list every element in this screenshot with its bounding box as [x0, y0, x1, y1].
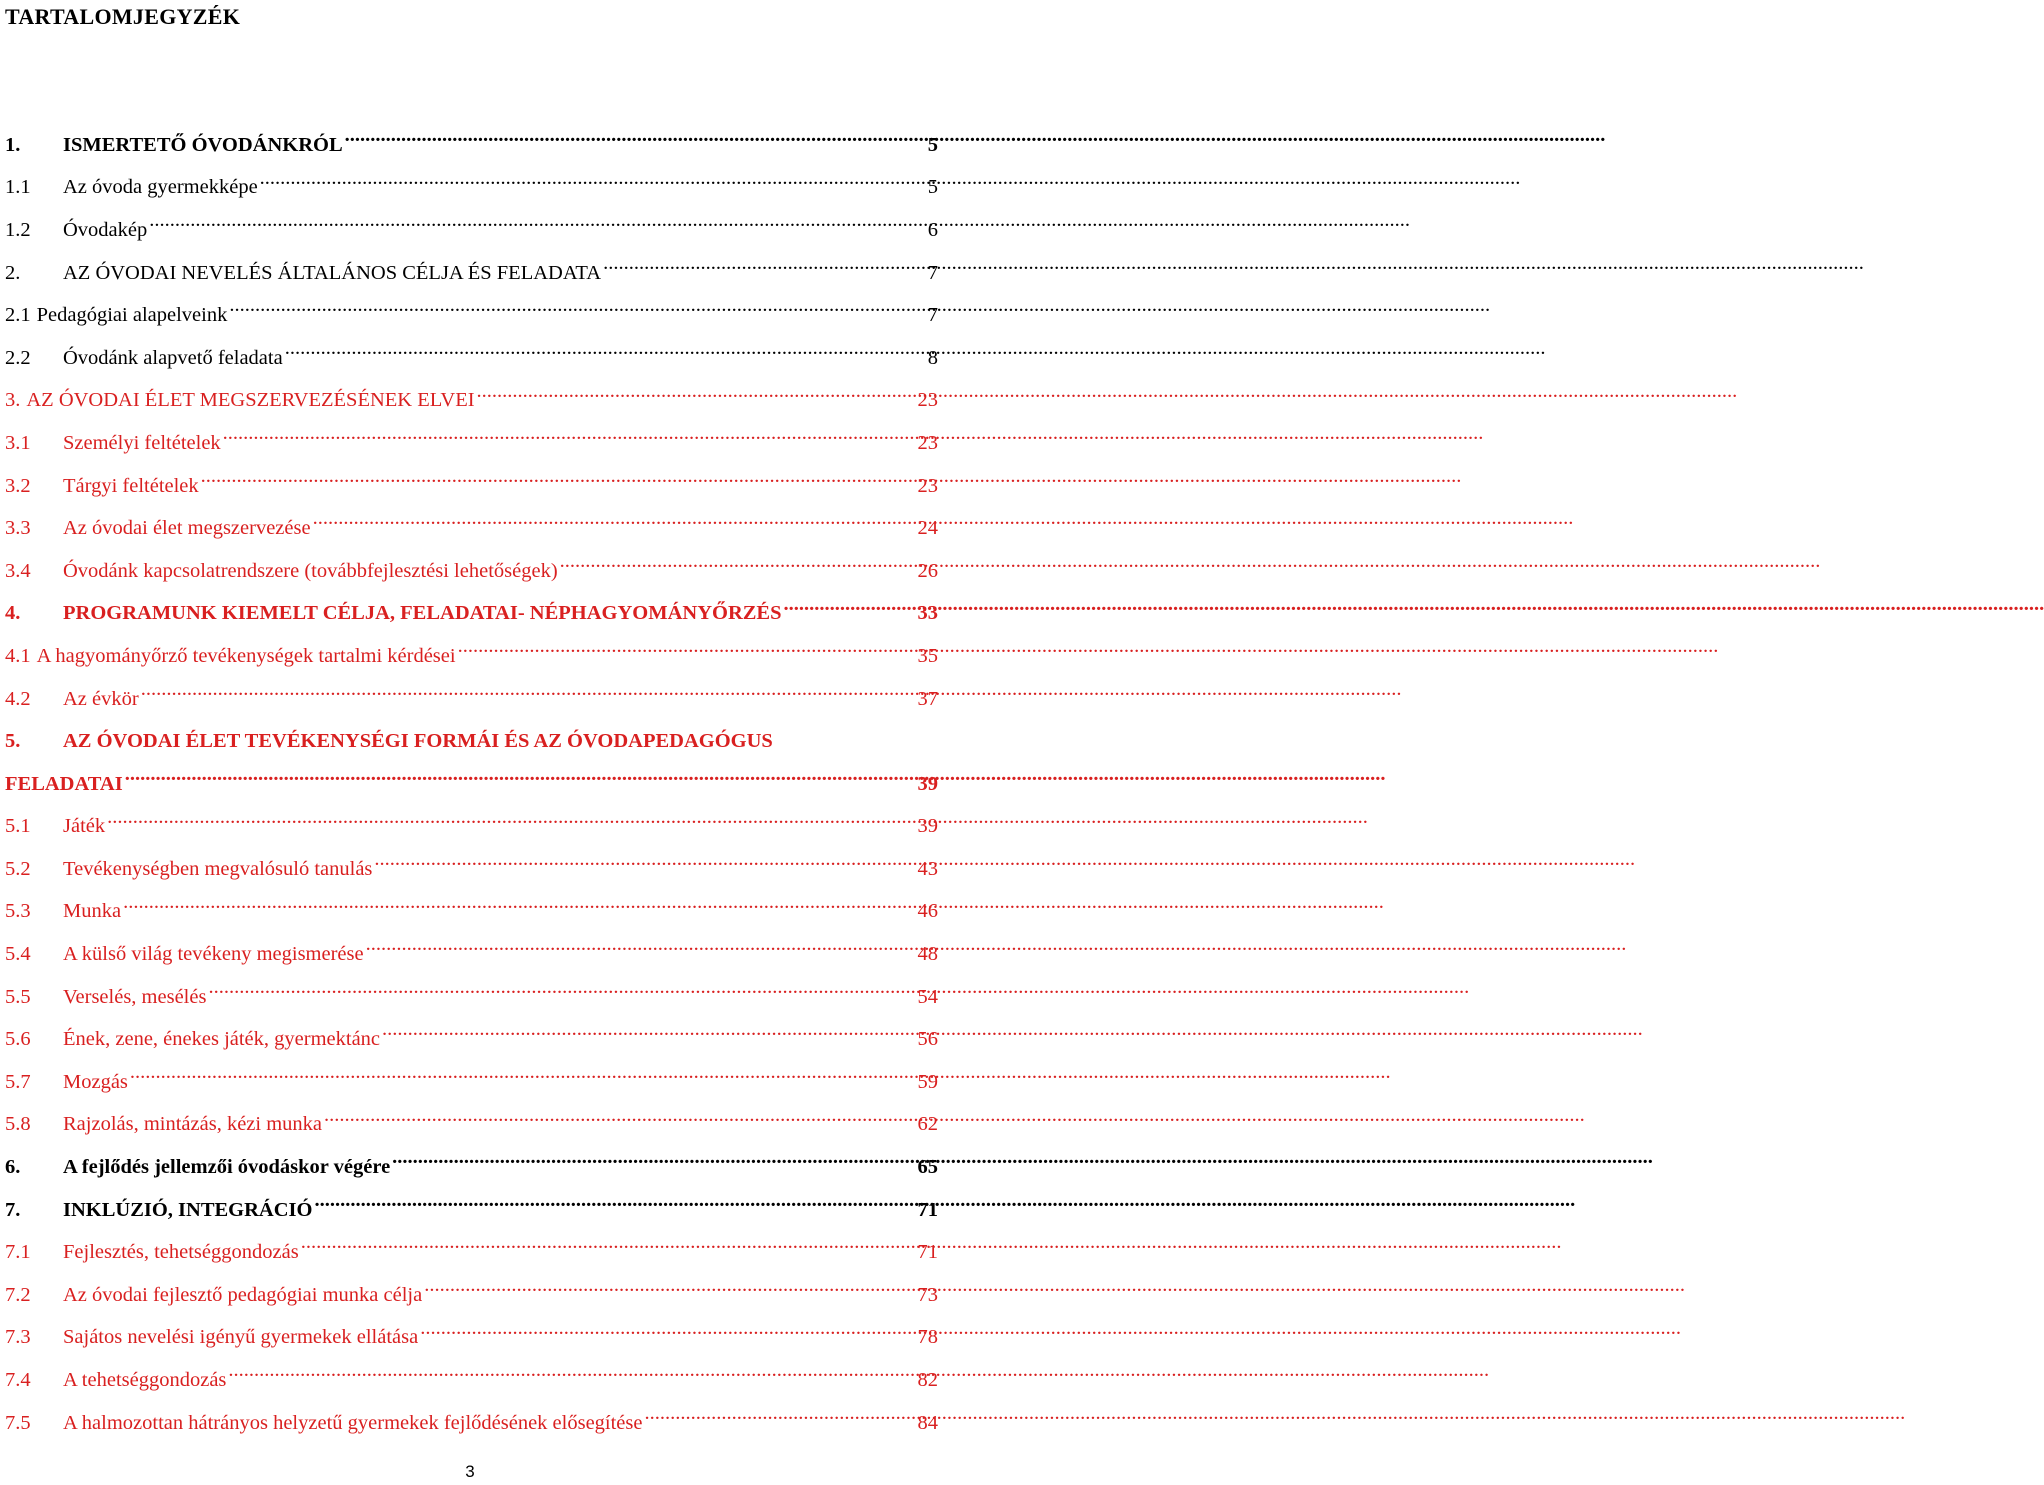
- toc-entry-title: INKLÚZIÓ, INTEGRÁCIÓ: [63, 1198, 313, 1221]
- toc-entry-page: 7: [927, 304, 938, 327]
- toc-entry-page: 56: [917, 1028, 938, 1051]
- toc-dot-leader: [382, 1018, 915, 1041]
- toc-entry-number: 5.6: [5, 1028, 31, 1051]
- toc-dot-leader: [458, 635, 916, 658]
- toc-dot-leader: [374, 848, 915, 871]
- toc-entry-page: 48: [917, 943, 938, 966]
- toc-dot-leader: [645, 1402, 916, 1425]
- toc-entry-page: 23: [917, 431, 938, 454]
- toc-dot-leader: [125, 763, 916, 786]
- toc-dot-leader: [130, 1061, 916, 1084]
- toc-entry-title: Verselés, mesélés: [63, 985, 207, 1008]
- toc-entry-page: 37: [917, 687, 938, 710]
- toc-entry-title: Óvodakép: [63, 218, 148, 241]
- toc-entry-page: 43: [917, 857, 938, 880]
- toc-entry-number: 7.2: [5, 1283, 31, 1306]
- toc-entry-title: FELADATAI: [5, 772, 123, 795]
- toc-entry[interactable]: [5, 593, 938, 636]
- toc-entry-number: 5.3: [5, 900, 31, 923]
- toc-entry-title: Az óvodai fejlesztő pedagógiai munka célja: [63, 1283, 423, 1306]
- toc-dot-leader: [366, 933, 916, 956]
- toc-dot-leader: [229, 294, 925, 317]
- toc-entry-page: 71: [917, 1241, 938, 1264]
- toc-entry-title: ISMERTETŐ ÓVODÁNKRÓL: [63, 133, 343, 156]
- toc-dot-leader: [149, 209, 925, 232]
- toc-entry[interactable]: [5, 976, 938, 1019]
- toc-entry[interactable]: [5, 167, 938, 210]
- toc-entry-number: 3.: [5, 389, 21, 412]
- toc-entry-page: 82: [917, 1369, 938, 1392]
- toc-entry[interactable]: [5, 1189, 938, 1232]
- toc-entry-page: 62: [917, 1113, 938, 1136]
- toc-dot-leader: [420, 1317, 915, 1340]
- toc-entry-page: 71: [917, 1198, 938, 1221]
- toc-entry-title: PROGRAMUNK KIEMELT CÉLJA, FELADATAI- NÉPHAGYOMÁNYŐRZÉS: [63, 602, 782, 625]
- toc-entry[interactable]: [5, 337, 938, 380]
- toc-dot-leader: [392, 1146, 915, 1169]
- toc-entry[interactable]: [5, 209, 938, 252]
- toc-entry-title: Pedagógiai alapelveink: [36, 304, 228, 327]
- toc-dot-leader: [345, 124, 926, 147]
- toc-entry-page: 73: [917, 1283, 938, 1306]
- toc-entry-number: 7.4: [5, 1369, 31, 1392]
- toc-entry[interactable]: [5, 1274, 938, 1317]
- toc-entry[interactable]: [5, 635, 938, 678]
- toc-entry-number: 4.2: [5, 687, 31, 710]
- toc-dot-leader: [228, 1359, 915, 1382]
- toc-entry[interactable]: [5, 1018, 938, 1061]
- toc-entry[interactable]: [5, 550, 938, 593]
- toc-entry[interactable]: [5, 1359, 938, 1402]
- toc-entry[interactable]: [5, 720, 938, 763]
- toc-entry-title: Az évkör: [63, 687, 139, 710]
- toc-entry[interactable]: [5, 891, 938, 934]
- toc-entry-number: 4.: [5, 602, 21, 625]
- toc-entry-page: 39: [917, 772, 938, 795]
- toc-entry[interactable]: [5, 933, 938, 976]
- toc-entry-title: Ének, zene, énekes játék, gyermektánc: [63, 1028, 381, 1051]
- toc-entry-number: 7.1: [5, 1241, 31, 1264]
- toc-dot-leader: [223, 422, 916, 445]
- toc-entry[interactable]: [5, 124, 938, 167]
- toc-entry-title: Mozgás: [63, 1070, 128, 1093]
- toc-entry-title: Az óvoda gyermekképe: [63, 176, 258, 199]
- toc-entry-title: A tehetséggondozás: [63, 1369, 227, 1392]
- toc-entry[interactable]: [5, 848, 938, 891]
- toc-entry-page: 7: [927, 261, 938, 284]
- toc-dot-leader: [784, 593, 916, 616]
- toc-entry-number: 2.1: [5, 304, 31, 327]
- toc-entry[interactable]: [5, 806, 938, 849]
- toc-entry-title: Sajátos nevelési igényű gyermekek ellátása: [63, 1326, 419, 1349]
- toc-entry[interactable]: [5, 1231, 938, 1274]
- toc-entry[interactable]: [5, 252, 938, 295]
- toc-dot-leader: [208, 976, 915, 999]
- toc-dot-leader: [313, 507, 916, 530]
- toc-entry-page: 59: [917, 1070, 938, 1093]
- toc-dot-leader: [314, 1189, 915, 1212]
- toc-entry-number: 3.4: [5, 559, 31, 582]
- toc-entry-page: 5: [927, 176, 938, 199]
- toc-entry[interactable]: [5, 294, 938, 337]
- toc-entry[interactable]: [5, 1061, 938, 1104]
- toc-entry[interactable]: [5, 507, 938, 550]
- toc-dot-leader: [201, 465, 916, 488]
- toc-entry-number: 5.8: [5, 1113, 31, 1136]
- toc-dot-leader: [285, 337, 926, 360]
- toc-entry-title: AZ ÓVODAI ÉLET TEVÉKENYSÉGI FORMÁI ÉS AZ ÓVODAPEDAGÓGUS: [63, 730, 773, 753]
- toc-entry-number: 1.: [5, 133, 21, 156]
- toc-entry-page: 5: [927, 133, 938, 156]
- toc-dot-leader: [560, 550, 916, 573]
- toc-dot-leader: [123, 891, 915, 914]
- toc-entry-number: 2.: [5, 261, 21, 284]
- toc-entry-title: Az óvodai élet megszervezése: [63, 517, 311, 540]
- toc-entry-page: 26: [917, 559, 938, 582]
- toc-dot-leader: [301, 1231, 916, 1254]
- toc-entry-number: 3.2: [5, 474, 31, 497]
- toc-entry-number: 5.7: [5, 1070, 31, 1093]
- toc-entry-title: A hagyományőrző tevékenységek tartalmi kérdései: [36, 644, 456, 667]
- toc-entry-page: 33: [917, 602, 938, 625]
- toc-entry-title: A fejlődés jellemzői óvodáskor végére: [63, 1156, 391, 1179]
- toc-entry-page: 78: [917, 1326, 938, 1349]
- toc-entry-title: Játék: [63, 815, 106, 838]
- toc-entry-number: 7.: [5, 1198, 21, 1221]
- toc-entry-title: Óvodánk alapvető feladata: [63, 346, 283, 369]
- toc-entry-title: A halmozottan hátrányos helyzetű gyermekek fejlődésének elősegítése: [63, 1411, 643, 1434]
- toc-entry[interactable]: [5, 678, 938, 721]
- toc-entry-number: 4.1: [5, 644, 31, 667]
- toc-entry[interactable]: [5, 1402, 938, 1445]
- toc-dot-leader: [107, 806, 915, 829]
- toc-entry-page: 6: [927, 218, 938, 241]
- toc-entry-page: 8: [927, 346, 938, 369]
- toc-entry-page: 39: [917, 815, 938, 838]
- toc-entry-number: 3.3: [5, 517, 31, 540]
- toc-entry-number: 5.1: [5, 815, 31, 838]
- toc-entry-number: 5.4: [5, 943, 31, 966]
- toc-entry[interactable]: [5, 1146, 938, 1189]
- toc-entry-title: Személyi feltételek: [63, 431, 221, 454]
- page-title: TARTALOMJEGYZÉK: [5, 4, 241, 29]
- toc-entry-page: 23: [917, 474, 938, 497]
- toc-entry-title: A külső világ tevékeny megismerése: [63, 943, 364, 966]
- toc-entry-number: 5.5: [5, 985, 31, 1008]
- toc-dot-leader: [424, 1274, 915, 1297]
- toc-entry-number: 5.: [5, 730, 21, 753]
- toc-entry[interactable]: [5, 1317, 938, 1360]
- toc-entry-number: 1.2: [5, 218, 31, 241]
- toc-entry-page: 54: [917, 985, 938, 1008]
- toc-entry-number: 7.5: [5, 1411, 31, 1434]
- toc-entry-title: Munka: [63, 900, 122, 923]
- page-number: 3: [465, 1462, 475, 1481]
- toc-dot-leader: [477, 380, 916, 403]
- toc-entry[interactable]: [5, 380, 938, 423]
- toc-entry[interactable]: [5, 465, 938, 508]
- toc-dot-leader: [603, 252, 926, 275]
- toc-entry[interactable]: [5, 763, 938, 806]
- toc-entry-page: 65: [917, 1156, 938, 1179]
- toc-entry-page: 35: [917, 644, 938, 667]
- toc-entry-title: AZ ÓVODAI NEVELÉS ÁLTALÁNOS CÉLJA ÉS FELADATA: [63, 261, 602, 284]
- toc-entry-page: 84: [917, 1411, 938, 1434]
- toc-entry-number: 7.3: [5, 1326, 31, 1349]
- table-of-contents: [5, 124, 938, 1444]
- toc-dot-leader: [141, 678, 916, 701]
- toc-dot-leader: [260, 167, 926, 190]
- toc-entry-title: Fejlesztés, tehetséggondozás: [63, 1241, 299, 1264]
- toc-entry-number: 5.2: [5, 857, 31, 880]
- toc-entry-page: 46: [917, 900, 938, 923]
- toc-entry-number: 1.1: [5, 176, 31, 199]
- toc-entry-number: 2.2: [5, 346, 31, 369]
- toc-entry-page: 24: [917, 517, 938, 540]
- toc-entry-page: 23: [917, 389, 938, 412]
- toc-entry-title: AZ ÓVODAI ÉLET MEGSZERVEZÉSÉNEK ELVEI: [26, 389, 475, 412]
- toc-entry-number: 3.1: [5, 431, 31, 454]
- toc-entry-number: 6.: [5, 1156, 21, 1179]
- toc-entry-title: Tevékenységben megvalósuló tanulás: [63, 857, 373, 880]
- toc-entry[interactable]: [5, 1104, 938, 1147]
- toc-entry[interactable]: [5, 422, 938, 465]
- toc-entry-title: Tárgyi feltételek: [63, 474, 199, 497]
- toc-entry-title: Óvodánk kapcsolatrendszere (továbbfejlesztési lehetőségek): [63, 559, 558, 582]
- toc-dot-leader: [324, 1104, 915, 1127]
- toc-entry-title: Rajzolás, mintázás, kézi munka: [63, 1113, 323, 1136]
